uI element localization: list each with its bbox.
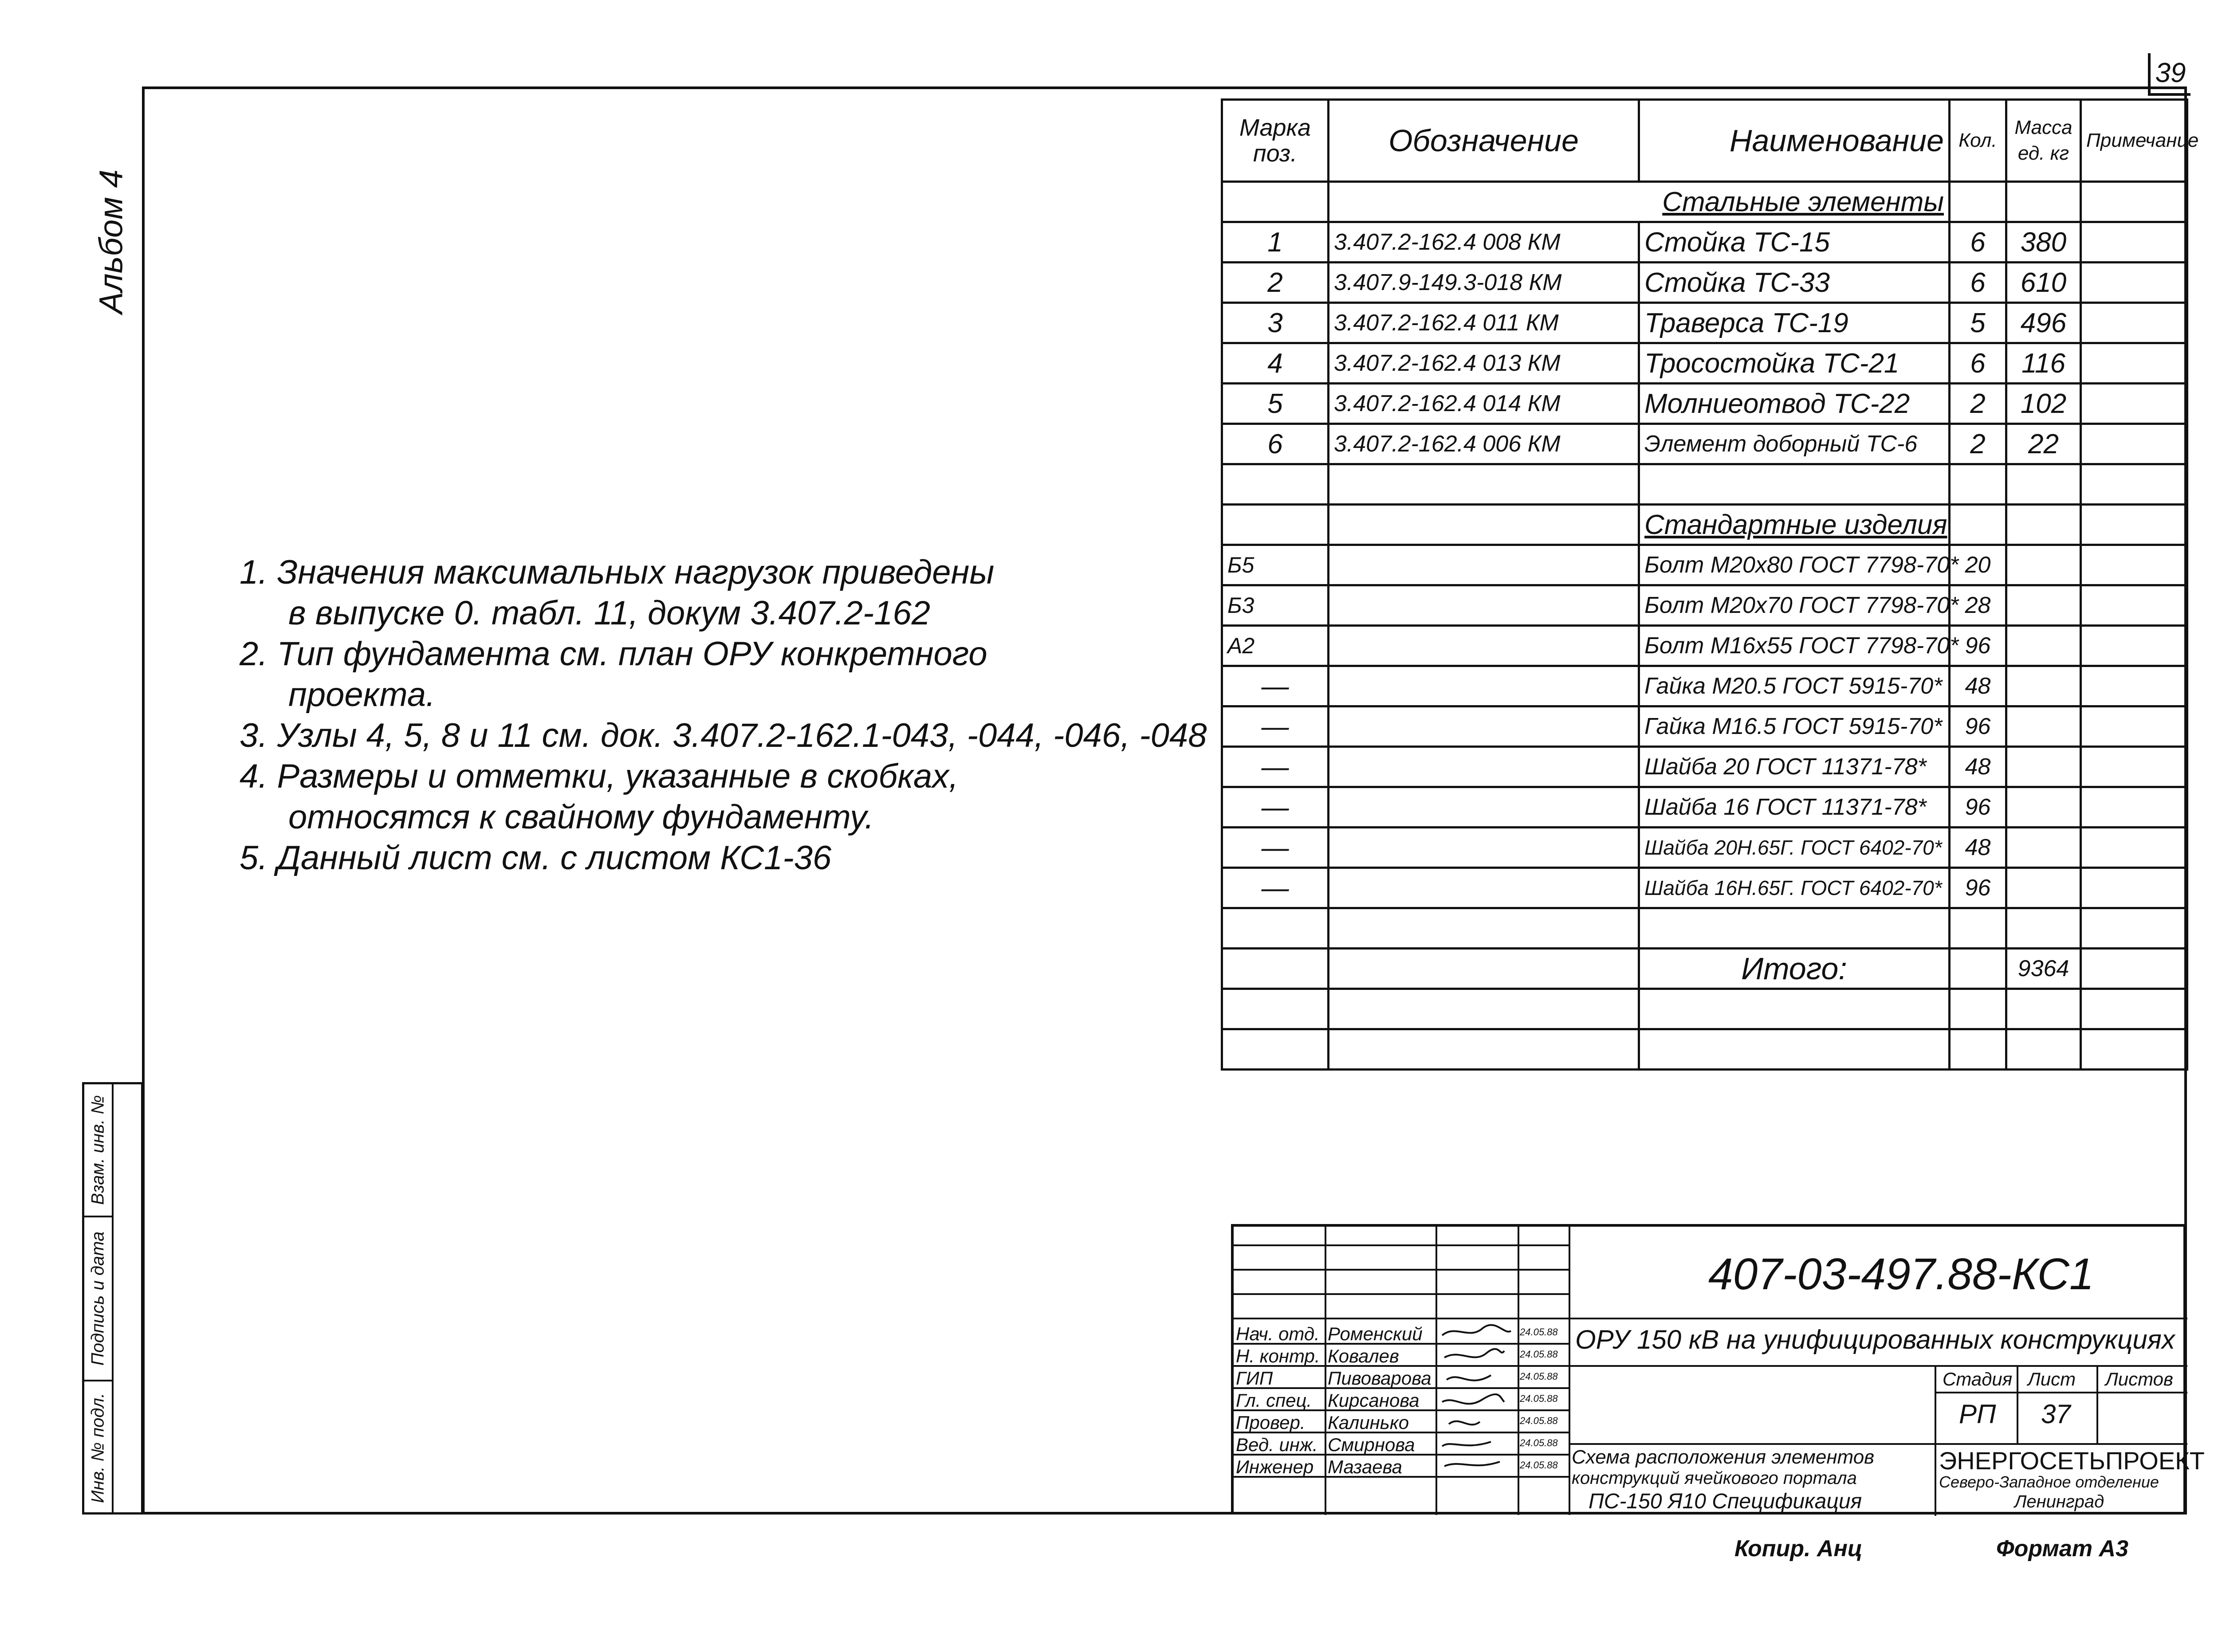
cell-note [2081,303,2187,343]
cell-designation: 3.407.2-162.4 013 КМ [1329,343,1639,384]
role-name: Калинько [1328,1412,1409,1433]
cell-qty: 2 [1950,384,2006,424]
album-label [89,146,133,337]
note-line: 3. Узлы 4, 5, 8 и 11 см. док. 3.407.2-162.1-043, -044, -046, -048 [240,717,1207,754]
cell-qty: 6 [1950,263,2006,303]
table-row [1222,222,2187,263]
cell-qty: 96 [1950,868,2006,908]
header-name: Наименование [1639,100,1950,182]
cell-name: Стойка ТС-15 [1639,222,1950,263]
cell-mass: 22 [2006,424,2081,464]
cell-qty: 96 [1950,626,2006,666]
cell-poz: — [1222,666,1329,706]
cell-poz: 5 [1222,384,1329,424]
sheets-label: Листов [2105,1369,2173,1389]
total-label: Итого: [1639,949,1950,989]
cell-poz: — [1222,868,1329,908]
cell-note [2081,424,2187,464]
cell-name: Стойка ТС-33 [1639,263,1950,303]
cell-poz: — [1222,828,1329,868]
cell-qty: 96 [1950,706,2006,747]
table-row [1222,828,2187,868]
page-number: 39 [2148,53,2190,96]
role-label: Н. контр. [1236,1346,1320,1366]
table-row [1222,666,2187,706]
cell-note [2081,343,2187,384]
role-date: 24.05.88 [1520,1460,1558,1471]
cell-qty: 5 [1950,303,2006,343]
cell-name: Шайба 20Н.65Г. ГОСТ 6402-70* [1639,828,1950,868]
section-title-steel: Стальные элементы [1329,182,1950,222]
cell-poz: 1 [1222,222,1329,263]
table-row [1222,868,2187,908]
total-row [1222,949,2187,989]
cell-name: Тросостойка ТС-21 [1639,343,1950,384]
note-line: относятся к свайному фундаменту. [288,798,874,836]
table-row [1222,545,2187,585]
cell-mass: 102 [2006,384,2081,424]
note-line: 5. Данный лист см. с листом КС1-36 [240,839,832,877]
copied-by: Копир. Анц [1734,1536,1863,1562]
role-label: Гл. спец. [1236,1390,1312,1411]
cell-designation: 3.407.2-162.4 011 КМ [1329,303,1639,343]
section-title-standard: Стандартные изделия [1639,505,1950,545]
cell-name: Болт М20х80 ГОСТ 7798-70* [1639,545,1950,585]
table-row [1222,384,2187,424]
sheet-title-line: Схема расположения элементов [1572,1446,1875,1468]
cell-poz: — [1222,706,1329,747]
side-stamp-divider [112,1084,114,1512]
table-row [1222,263,2187,303]
cell-poz: 4 [1222,343,1329,384]
section-row-standard [1222,505,2187,545]
notes [240,552,1207,879]
cell-note [2081,384,2187,424]
section-row-steel [1222,182,2187,222]
empty-row [1222,989,2187,1029]
sheet-title-line: конструкций ячейкового портала [1572,1468,1857,1488]
cell-qty: 6 [1950,343,2006,384]
cell-name: Молниеотвод ТС-22 [1639,384,1950,424]
cell-name: Болт М20х70 ГОСТ 7798-70* [1639,585,1950,626]
cell-mass: 116 [2006,343,2081,384]
specification-table [1221,98,2199,1071]
role-date: 24.05.88 [1520,1415,1558,1426]
organization-city: Ленинград [2014,1492,2104,1511]
side-stamp-cell-signature: Подпись и дата [84,1217,112,1381]
cell-name: Траверса ТС-19 [1639,303,1950,343]
cell-qty: 48 [1950,666,2006,706]
header-designation: Обозначение [1329,100,1639,182]
title-block [1231,1224,2205,1515]
sheet-value: 37 [2041,1399,2071,1429]
table-row [1222,787,2187,828]
header-mass: Масса ед. кг [2006,100,2081,182]
side-stamp-cell-inventory: Инв. № подл. [88,1393,108,1503]
paper-format: Формат А3 [1996,1536,2128,1562]
document-code: 407-03-497.88-КС1 [1708,1249,2094,1299]
sheet-title-line: ПС-150 Я10 Спецификация [1589,1490,1862,1513]
cell-name: Шайба 16Н.65Г. ГОСТ 6402-70* [1639,868,1950,908]
empty-row [1222,1029,2187,1070]
sheet-label: Лист [2028,1369,2076,1389]
table-row [1222,303,2187,343]
empty-row [1222,908,2187,949]
cell-poz: — [1222,747,1329,787]
signatures-graphic [1438,1322,1515,1473]
stage-label: Стадия [1943,1369,2013,1389]
cell-mass: 496 [2006,303,2081,343]
organization-name: ЭНЕРГОСЕТЬПРОЕКТ [1939,1447,2205,1475]
role-label: ГИП [1236,1368,1273,1389]
cell-designation: 3.407.2-162.4 014 КМ [1329,384,1639,424]
side-stamp [82,1082,143,1515]
cell-name: Шайба 20 ГОСТ 11371-78* [1639,747,1950,787]
note-line: 1. Значения максимальных нагрузок приведены [240,553,995,591]
header-poz: Марка поз. [1222,100,1329,182]
role-name: Смирнова [1328,1434,1415,1455]
cell-poz: А2 [1222,626,1329,666]
side-stamp-cell-replace: Взам. инв. № [84,1084,112,1217]
organization-branch: Северо-Западное отделение [1939,1473,2159,1491]
cell-qty: 96 [1950,787,2006,828]
role-name: Кирсанова [1328,1390,1420,1411]
cell-name: Болт М16х55 ГОСТ 7798-70* [1639,626,1950,666]
empty-row [1222,464,2187,505]
total-mass: 9364 [2006,949,2081,989]
cell-qty: 20 [1950,545,2006,585]
cell-poz: 2 [1222,263,1329,303]
table-header-row [1222,100,2187,182]
role-label: Провер. [1236,1412,1306,1433]
cell-name: Элемент доборный ТС-6 [1639,424,1950,464]
role-date: 24.05.88 [1520,1371,1558,1382]
role-name: Роменский [1328,1323,1423,1344]
note-line: в выпуске 0. табл. 11, докум 3.407.2-162 [288,594,931,632]
cell-qty: 28 [1950,585,2006,626]
role-label: Вед. инж. [1236,1434,1318,1455]
role-date: 24.05.88 [1520,1349,1558,1360]
cell-qty: 2 [1950,424,2006,464]
role-name: Ковалев [1328,1346,1399,1366]
cell-name: Шайба 16 ГОСТ 11371-78* [1639,787,1950,828]
table-row [1222,424,2187,464]
role-label: Инженер [1236,1456,1314,1477]
cell-qty: 48 [1950,747,2006,787]
cell-mass: 610 [2006,263,2081,303]
cell-poz: Б5 [1222,545,1329,585]
cell-designation: 3.407.2-162.4 008 КМ [1329,222,1639,263]
album-label-text: Альбом 4 [92,169,130,314]
cell-mass: 380 [2006,222,2081,263]
note-line: проекта. [288,676,436,714]
project-title: ОРУ 150 кВ на унифицированных конструкциях [1575,1325,2175,1354]
table-row [1222,626,2187,666]
note-line: 2. Тип фундамента см. план ОРУ конкретного [240,635,987,673]
role-label: Нач. отд. [1236,1323,1320,1344]
cell-poz: 3 [1222,303,1329,343]
cell-poz: — [1222,787,1329,828]
stage-value: РП [1959,1399,1996,1429]
table-row [1222,585,2187,626]
table-row [1222,747,2187,787]
header-qty: Кол. [1950,100,2006,182]
role-date: 24.05.88 [1520,1393,1558,1404]
cell-poz: Б3 [1222,585,1329,626]
table-row [1222,343,2187,384]
note-line: 4. Размеры и отметки, указанные в скобках, [240,757,959,795]
cell-note [2081,263,2187,303]
cell-qty: 6 [1950,222,2006,263]
cell-note [2081,222,2187,263]
cell-name: Гайка М20.5 ГОСТ 5915-70* [1639,666,1950,706]
cell-designation: 3.407.9-149.3-018 КМ [1329,263,1639,303]
cell-name: Гайка М16.5 ГОСТ 5915-70* [1639,706,1950,747]
role-name: Пивоварова [1328,1368,1431,1389]
cell-designation: 3.407.2-162.4 006 КМ [1329,424,1639,464]
role-name: Мазаева [1328,1456,1403,1477]
role-date: 24.05.88 [1520,1437,1558,1448]
role-date: 24.05.88 [1520,1326,1558,1338]
header-note: Примечание [2081,100,2187,182]
cell-qty: 48 [1950,828,2006,868]
table-row [1222,706,2187,747]
cell-poz: 6 [1222,424,1329,464]
